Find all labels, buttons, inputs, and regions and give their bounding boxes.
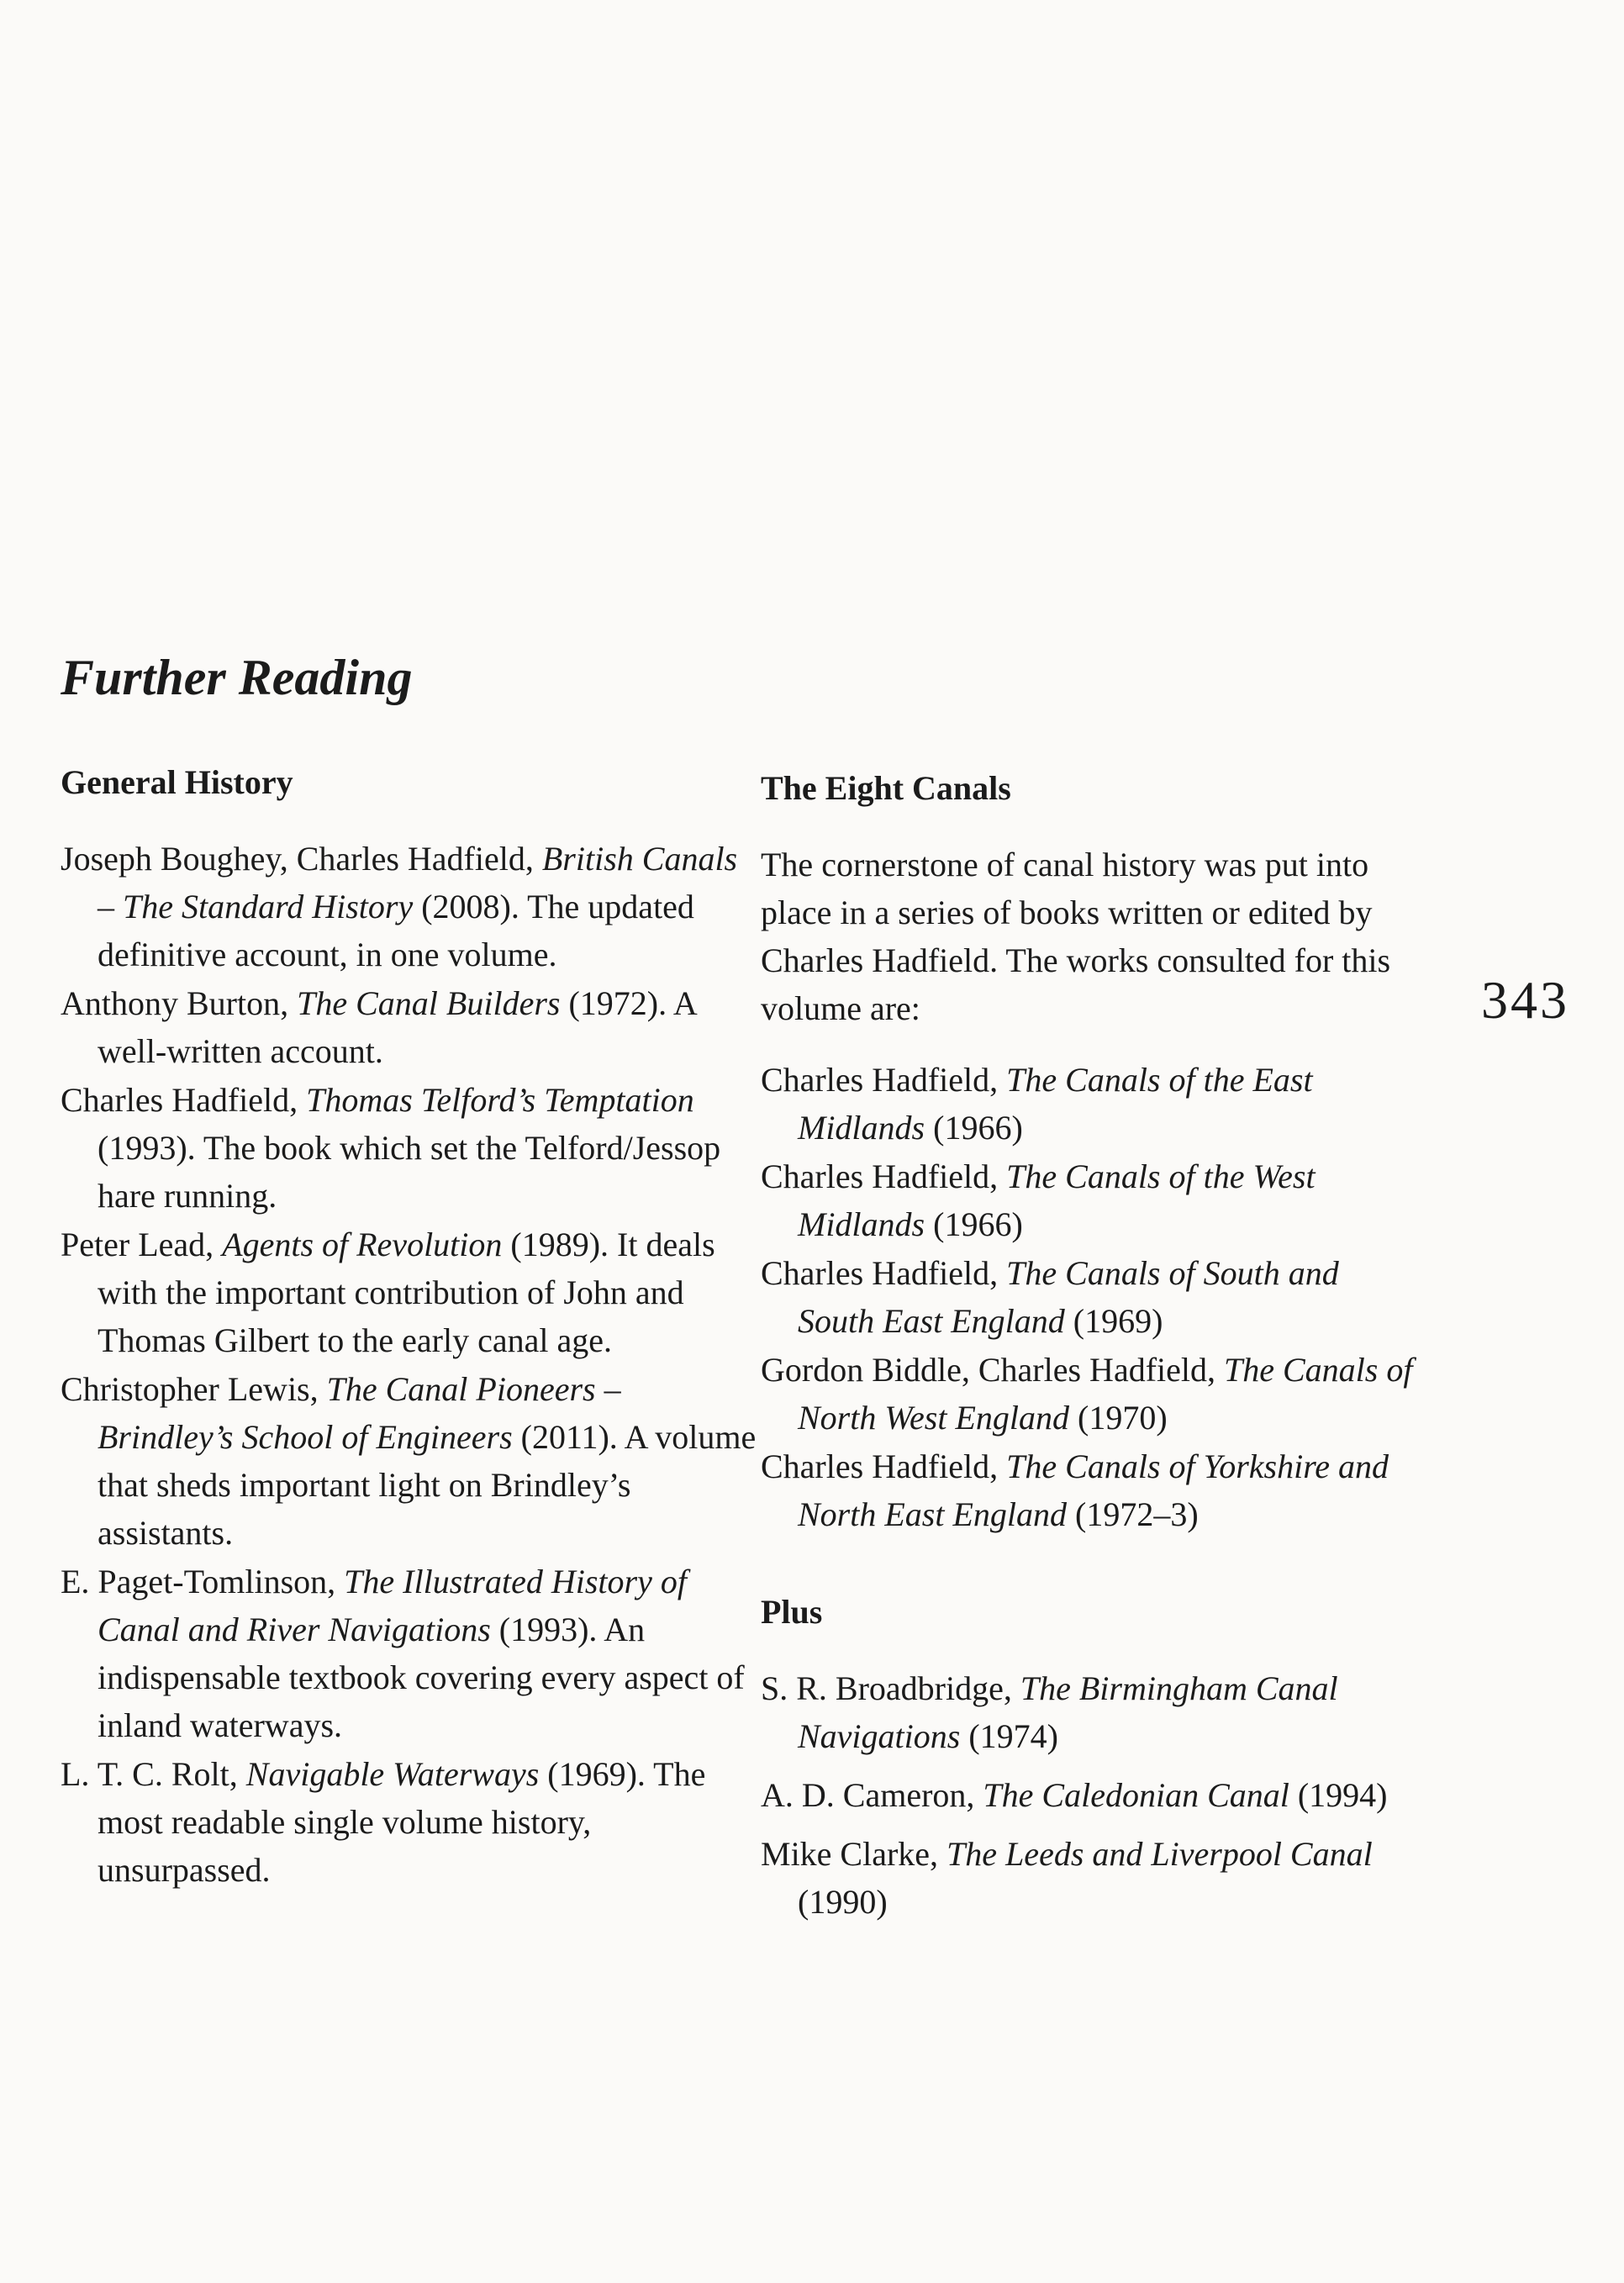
entry-title: The Canal Builders: [297, 984, 561, 1022]
bibliography-entry: [761, 1442, 1420, 1538]
eight-canals-section: [761, 767, 1433, 1937]
bibliography-entry: [761, 1830, 1420, 1926]
entry-title: The Canals of Yorkshire and North East England: [798, 1447, 1389, 1533]
bibliography-entry: [761, 1346, 1420, 1442]
entry-author: Charles Hadfield,: [761, 1447, 1007, 1485]
page-number: 343: [1481, 970, 1569, 1030]
entry-note: (2008). The updated definitive account, in one volume.: [98, 888, 694, 973]
entry-author: Gordon Biddle, Charles Hadfield,: [761, 1351, 1224, 1389]
entry-title: Thomas Telford’s Temptation: [306, 1081, 694, 1119]
bibliography-entry: [61, 835, 762, 978]
bibliography-entry: [761, 1249, 1420, 1345]
entry-title: The Birmingham Canal Navigations: [798, 1669, 1338, 1755]
entry-note: (1970): [1069, 1399, 1168, 1437]
page-title: Further Reading: [61, 650, 413, 705]
entry-title: The Leeds and Liverpool Canal: [946, 1835, 1373, 1873]
entry-author: Peter Lead,: [61, 1226, 223, 1263]
entry-note: (1969): [1064, 1302, 1163, 1340]
bibliography-entry: [61, 1558, 762, 1749]
bibliography-entry: [61, 1365, 762, 1557]
eight-canals-intro: The cornerstone of canal history was put into place in a series of books written or edited by Charles Hadfield. The works consulted for this volume are:: [761, 846, 1391, 1027]
entry-note: (1993). The book which set the Telford/Jessop hare running.: [98, 1129, 721, 1215]
entry-author: Joseph Boughey, Charles Hadfield,: [61, 840, 542, 878]
entry-author: Anthony Burton,: [61, 984, 298, 1022]
plus-list: [761, 1664, 1433, 1926]
bibliography-entry: [761, 1664, 1420, 1760]
entry-author: Mike Clarke,: [761, 1835, 947, 1873]
entry-title: The Canals of the West Midlands: [798, 1157, 1316, 1243]
bibliography-entry: [61, 1750, 762, 1894]
entry-title: The Canals of South and South East England: [798, 1254, 1339, 1340]
entry-title: Agents of Revolution: [222, 1226, 503, 1263]
bibliography-entry: [761, 1056, 1420, 1152]
eight-canals-heading: The Eight Canals: [761, 769, 1011, 807]
general-history-list: [61, 835, 757, 1894]
entry-author: L. T. C. Rolt,: [61, 1755, 246, 1793]
entry-author: Charles Hadfield,: [761, 1061, 1007, 1099]
entry-note: (1994): [1289, 1776, 1388, 1814]
entry-author: S. R. Broadbridge,: [761, 1669, 1020, 1707]
entry-note: (1972–3): [1067, 1495, 1199, 1533]
entry-note: (1966): [925, 1205, 1023, 1243]
general-history-section: [61, 761, 757, 1895]
bibliography-entry: [761, 1771, 1420, 1819]
entry-note: (2011). A volume that sheds important light on Brindley’s assistants.: [98, 1418, 757, 1552]
plus-heading: Plus: [761, 1593, 823, 1631]
entry-note: (1966): [925, 1109, 1023, 1147]
entry-note: (1972). A well-written account.: [98, 984, 696, 1070]
entry-author: Charles Hadfield,: [61, 1081, 307, 1119]
entry-title: The Canal Pioneers – Brindley’s School of Engineers: [98, 1370, 621, 1456]
entry-note: (1989). It deals with the important contribution of John and Thomas Gilbert to the early canal age.: [98, 1226, 715, 1359]
entry-title: British Canals – The Standard History: [98, 840, 738, 925]
bibliography-entry: [61, 1221, 762, 1364]
bibliography-entry: [761, 1152, 1420, 1248]
bibliography-entry: [61, 1076, 762, 1220]
entry-title: Navigable Waterways: [245, 1755, 540, 1793]
entry-author: Charles Hadfield,: [761, 1157, 1007, 1195]
entry-note: (1990): [798, 1883, 888, 1921]
eight-canals-list: [761, 1056, 1433, 1538]
entry-title: The Caledonian Canal: [983, 1776, 1289, 1814]
entry-title: The Canals of North West England: [798, 1351, 1413, 1437]
entry-author: A. D. Cameron,: [761, 1776, 983, 1814]
entry-author: Christopher Lewis,: [61, 1370, 327, 1408]
entry-author: E. Paget-Tomlinson,: [61, 1563, 345, 1600]
entry-title: The Illustrated History of Canal and River Navigations: [98, 1563, 687, 1648]
general-history-heading: General History: [61, 763, 293, 801]
entry-note: (1974): [960, 1717, 1058, 1755]
entry-title: The Canals of the East Midlands: [798, 1061, 1313, 1147]
bibliography-entry: [61, 979, 762, 1075]
entry-author: Charles Hadfield,: [761, 1254, 1007, 1292]
entry-note: (1993). An indispensable textbook covering every aspect of inland waterways.: [98, 1611, 745, 1744]
entry-note: (1969). The most readable single volume history, unsurpassed.: [98, 1755, 706, 1889]
